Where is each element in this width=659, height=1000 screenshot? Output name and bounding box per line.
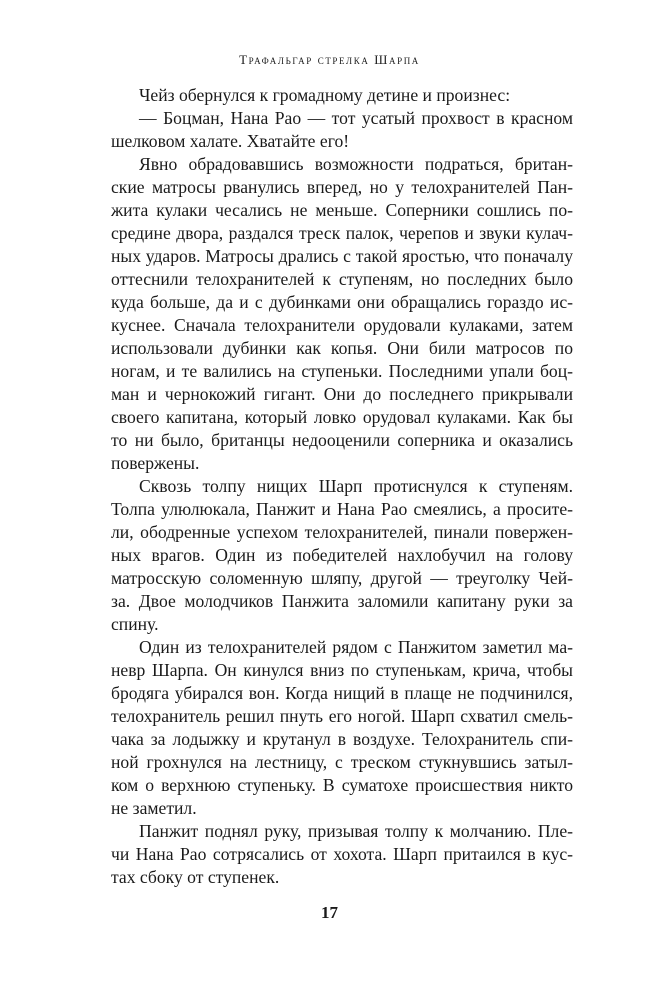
body-text (111, 84, 573, 889)
text-line: Один из телохранителей рядом с Панжитом заметил ма- (139, 637, 573, 657)
text-line: бродяга убирался вон. Когда нищий в плаще не подчинился, (111, 683, 573, 703)
text-line: ли, ободренные успехом телохранителей, пинали повержен- (111, 522, 573, 542)
text-line: ман и чернокожий гигант. Они до последнего прикрывали (111, 384, 573, 404)
paragraph (111, 84, 573, 107)
page-number: 17 (321, 903, 338, 922)
text-line: жита кулаки чесались не меньше. Соперники сошлись по- (111, 200, 573, 220)
text-line: Толпа улюлюкала, Панжит и Нана Рао смеялись, а просите- (111, 499, 573, 519)
text-line: шелковом халате. Хватайте его! (111, 131, 350, 151)
text-line: ногам, и те валились на ступеньки. Последними упали боц- (111, 361, 573, 381)
text-line: чака за лодыжку и крутанул в воздухе. Телохранитель спи- (111, 729, 573, 749)
text-line: оттеснили телохранителей к ступеням, но последних было (111, 269, 573, 289)
paragraph (111, 153, 573, 475)
text-line: средине двора, раздался треск палок, черепов и звуки кулач- (111, 223, 573, 243)
text-line: использовали дубинки как копья. Они били матросов по (111, 338, 573, 358)
text-line: не заметил. (111, 798, 197, 818)
text-line: ком о верхнюю ступеньку. В суматохе происшествия никто (111, 775, 573, 795)
text-line: ские матросы рванулись вперед, но у телохранителей Пан- (111, 177, 573, 197)
text-line: ных ударов. Матросы дрались с такой яростью, что поначалу (111, 246, 573, 266)
text-line: матросскую соломенную шляпу, другой — треуголку Чей- (111, 568, 573, 588)
text-line: — Боцман, Нана Рао — тот усатый прохвост в красном (139, 108, 573, 128)
text-line: чи Нана Рао сотрясались от хохота. Шарп притаился в кус- (111, 844, 573, 864)
text-line: телохранитель решил пнуть его ногой. Шарп схватил смель- (111, 706, 573, 726)
text-line: повержены. (111, 453, 200, 473)
text-line: спину. (111, 614, 159, 634)
text-line: то ни было, британцы недооценили соперника и оказались (111, 430, 573, 450)
paragraph (111, 475, 573, 636)
running-header: Трафальгар стрелка Шарпа (239, 52, 420, 67)
text-line: Чейз обернулся к громадному детине и произнес: (139, 85, 511, 105)
paragraph (111, 820, 573, 889)
text-line: Сквозь толпу нищих Шарп протиснулся к ступеням. (139, 476, 573, 496)
text-line: Явно обрадовавшись возможности подраться, британ- (139, 154, 573, 174)
text-line: куда больше, да и с дубинками они обращались гораздо ис- (111, 292, 573, 312)
text-line: ной грохнулся на лестницу, с треском стукнувшись затыл- (111, 752, 573, 772)
text-line: своего капитана, который ловко орудовал кулаками. Как бы (111, 407, 573, 427)
paragraph (111, 107, 573, 153)
text-line: Панжит поднял руку, призывая толпу к молчанию. Пле- (139, 821, 573, 841)
text-line: тах сбоку от ступенек. (111, 867, 280, 887)
text-line: за. Двое молодчиков Панжита заломили капитану руки за (111, 591, 573, 611)
text-line: невр Шарпа. Он кинулся вниз по ступенькам, крича, чтобы (111, 660, 573, 680)
paragraph (111, 636, 573, 820)
text-line: куснее. Сначала телохранители орудовали кулаками, затем (111, 315, 573, 335)
text-line: ных врагов. Один из победителей нахлобучил на голову (111, 545, 573, 565)
